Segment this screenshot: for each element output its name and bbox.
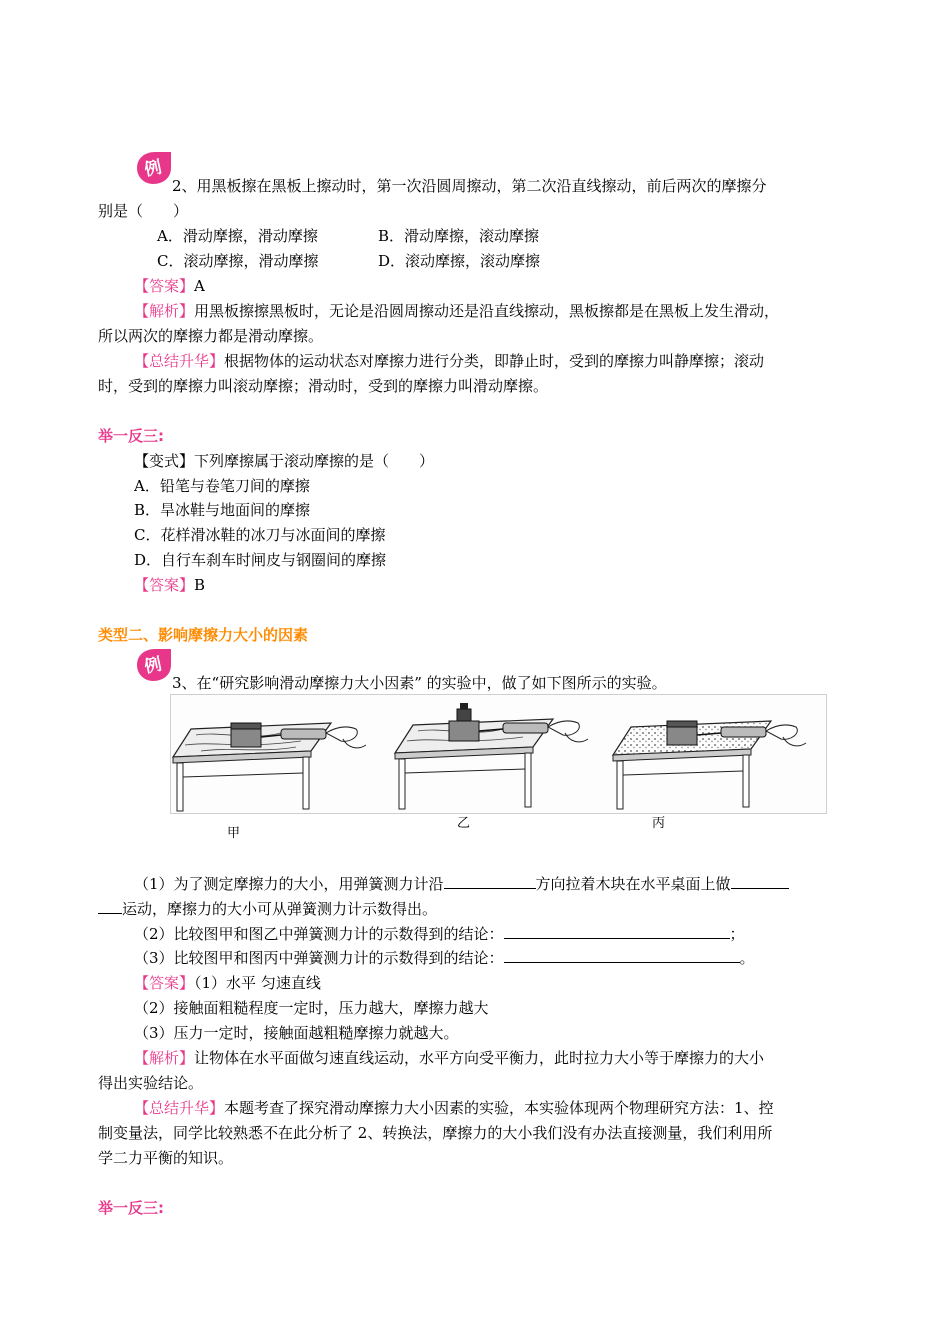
- example3-analysis-line1: [134, 1048, 764, 1068]
- practice1-question: 【变式】下列摩擦属于滚动摩擦的是（ ）: [134, 452, 435, 470]
- example2-answer: [134, 276, 205, 296]
- practice1-option-a: A．铅笔与卷笔刀间的摩擦: [134, 477, 310, 495]
- analysis-text: 用黑板擦擦黑板时，无论是沿圆周擦动还是沿直线擦动，黑板擦都是在黑板上发生滑动，: [194, 302, 780, 320]
- q2-end: ；: [729, 925, 745, 943]
- example3-summary-line2: 制变量法，同学比较熟悉不在此分析了 2、转换法，摩擦力的大小我们没有办法直接测量，我们利用所: [98, 1124, 773, 1142]
- answer-text: （1）水平 匀速直线: [194, 974, 321, 992]
- practice1-heading: 举一反三:: [98, 427, 164, 445]
- example2-summary-line1: [134, 351, 764, 371]
- example2-summary-line2: 时，受到的摩擦力叫滚动摩擦；滑动时，受到的摩擦力叫滑动摩擦。: [98, 377, 549, 395]
- q3-end: 。: [739, 949, 755, 967]
- practice1-option-b: B．旱冰鞋与地面间的摩擦: [134, 501, 311, 519]
- example2-question-line2: 别是（ ）: [98, 202, 189, 220]
- example3-answer3: （3）压力一定时，接触面越粗糙摩擦力就越大。: [134, 1024, 459, 1042]
- example3-summary-line3: 学二力平衡的知识。: [98, 1149, 234, 1167]
- svg-text:例: 例: [142, 654, 164, 678]
- analysis-tag: 【解析】: [134, 1049, 195, 1067]
- caption-bing: 丙: [652, 816, 666, 831]
- example2-analysis-line1: [134, 301, 779, 321]
- example2-option-c: C．滚动摩擦，滑动摩擦: [157, 252, 319, 270]
- example3-answer2: （2）接触面粗糙程度一定时，压力越大，摩擦力越大: [134, 999, 489, 1017]
- table-jia: [173, 723, 366, 811]
- example3-q1-line1: [134, 874, 789, 894]
- example-badge-icon: [133, 647, 173, 683]
- q3-blank[interactable]: [504, 948, 740, 963]
- practice2-heading: 举一反三:: [98, 1199, 164, 1217]
- svg-text:例: 例: [142, 157, 164, 181]
- experiment-drawing: [171, 695, 826, 813]
- practice1-option-d: D．自行车刹车时闸皮与钢圈间的摩擦: [134, 551, 387, 569]
- caption-jia: 甲: [227, 826, 241, 841]
- q1-part3: 运动，摩擦力的大小可从弹簧测力计示数得出。: [122, 900, 438, 918]
- example2-question-line1: 2、用黑板擦在黑板上擦动时，第一次沿圆周擦动，第二次沿直线擦动，前后两次的摩擦分: [172, 177, 767, 195]
- q1-blank-motion[interactable]: [731, 874, 789, 889]
- summary-text: 根据物体的运动状态对摩擦力进行分类，即静止时，受到的摩擦力叫静摩擦；滚动: [224, 352, 765, 370]
- answer-text: A: [194, 277, 205, 295]
- q1-blank-motion-cont[interactable]: [98, 899, 122, 914]
- example-badge-icon: [133, 150, 173, 186]
- answer-tag: 【答案】: [134, 576, 195, 594]
- example2-analysis-line2: 所以两次的摩擦力都是滑动摩擦。: [98, 327, 324, 345]
- summary-tag: 【总结升华】: [134, 1099, 225, 1117]
- q1-blank-direction[interactable]: [444, 874, 536, 889]
- q2-text: （2）比较图甲和图乙中弹簧测力计的示数得到的结论：: [134, 925, 504, 943]
- section-heading: 类型二、影响摩擦力大小的因素: [98, 626, 309, 644]
- example2-option-a: A．滑动摩擦，滑动摩擦: [157, 227, 318, 245]
- q1-part1: （1）为了测定摩擦力的大小，用弹簧测力计沿: [134, 875, 444, 893]
- analysis-tag: 【解析】: [134, 302, 195, 320]
- analysis-text: 让物体在水平面做匀速直线运动，水平方向受平衡力，此时拉力大小等于摩擦力的大小: [194, 1049, 765, 1067]
- table-yi: [395, 703, 588, 809]
- table-bing: [613, 721, 806, 809]
- example2-option-b: B．滑动摩擦，滚动摩擦: [378, 227, 540, 245]
- practice1-option-c: C．花样滑冰鞋的冰刀与冰面间的摩擦: [134, 526, 386, 544]
- example3-q1-line2: [98, 899, 437, 919]
- example3-q2: [134, 924, 745, 944]
- q2-blank[interactable]: [504, 924, 730, 939]
- example3-question: 3、在“研究影响滑动摩擦力大小因素” 的实验中，做了如下图所示的实验。: [172, 674, 667, 692]
- summary-tag: 【总结升华】: [134, 352, 225, 370]
- q1-part2: 方向拉着木块在水平桌面上做: [535, 875, 731, 893]
- example3-q3: [134, 948, 755, 968]
- example3-analysis-line2: 得出实验结论。: [98, 1074, 204, 1092]
- answer-tag: 【答案】: [134, 277, 195, 295]
- experiment-figure: [170, 694, 827, 814]
- example3-answer1: [134, 973, 321, 993]
- practice1-answer: [134, 575, 205, 595]
- summary-text: 本题考查了探究滑动摩擦力大小因素的实验，本实验体现两个物理研究方法：1、控: [224, 1099, 774, 1117]
- caption-yi: 乙: [457, 816, 471, 831]
- example3-summary-line1: [134, 1098, 774, 1118]
- answer-tag: 【答案】: [134, 974, 195, 992]
- q3-text: （3）比较图甲和图丙中弹簧测力计的示数得到的结论：: [134, 949, 504, 967]
- answer-text: B: [194, 576, 206, 594]
- example2-option-d: D．滚动摩擦，滚动摩擦: [378, 252, 541, 270]
